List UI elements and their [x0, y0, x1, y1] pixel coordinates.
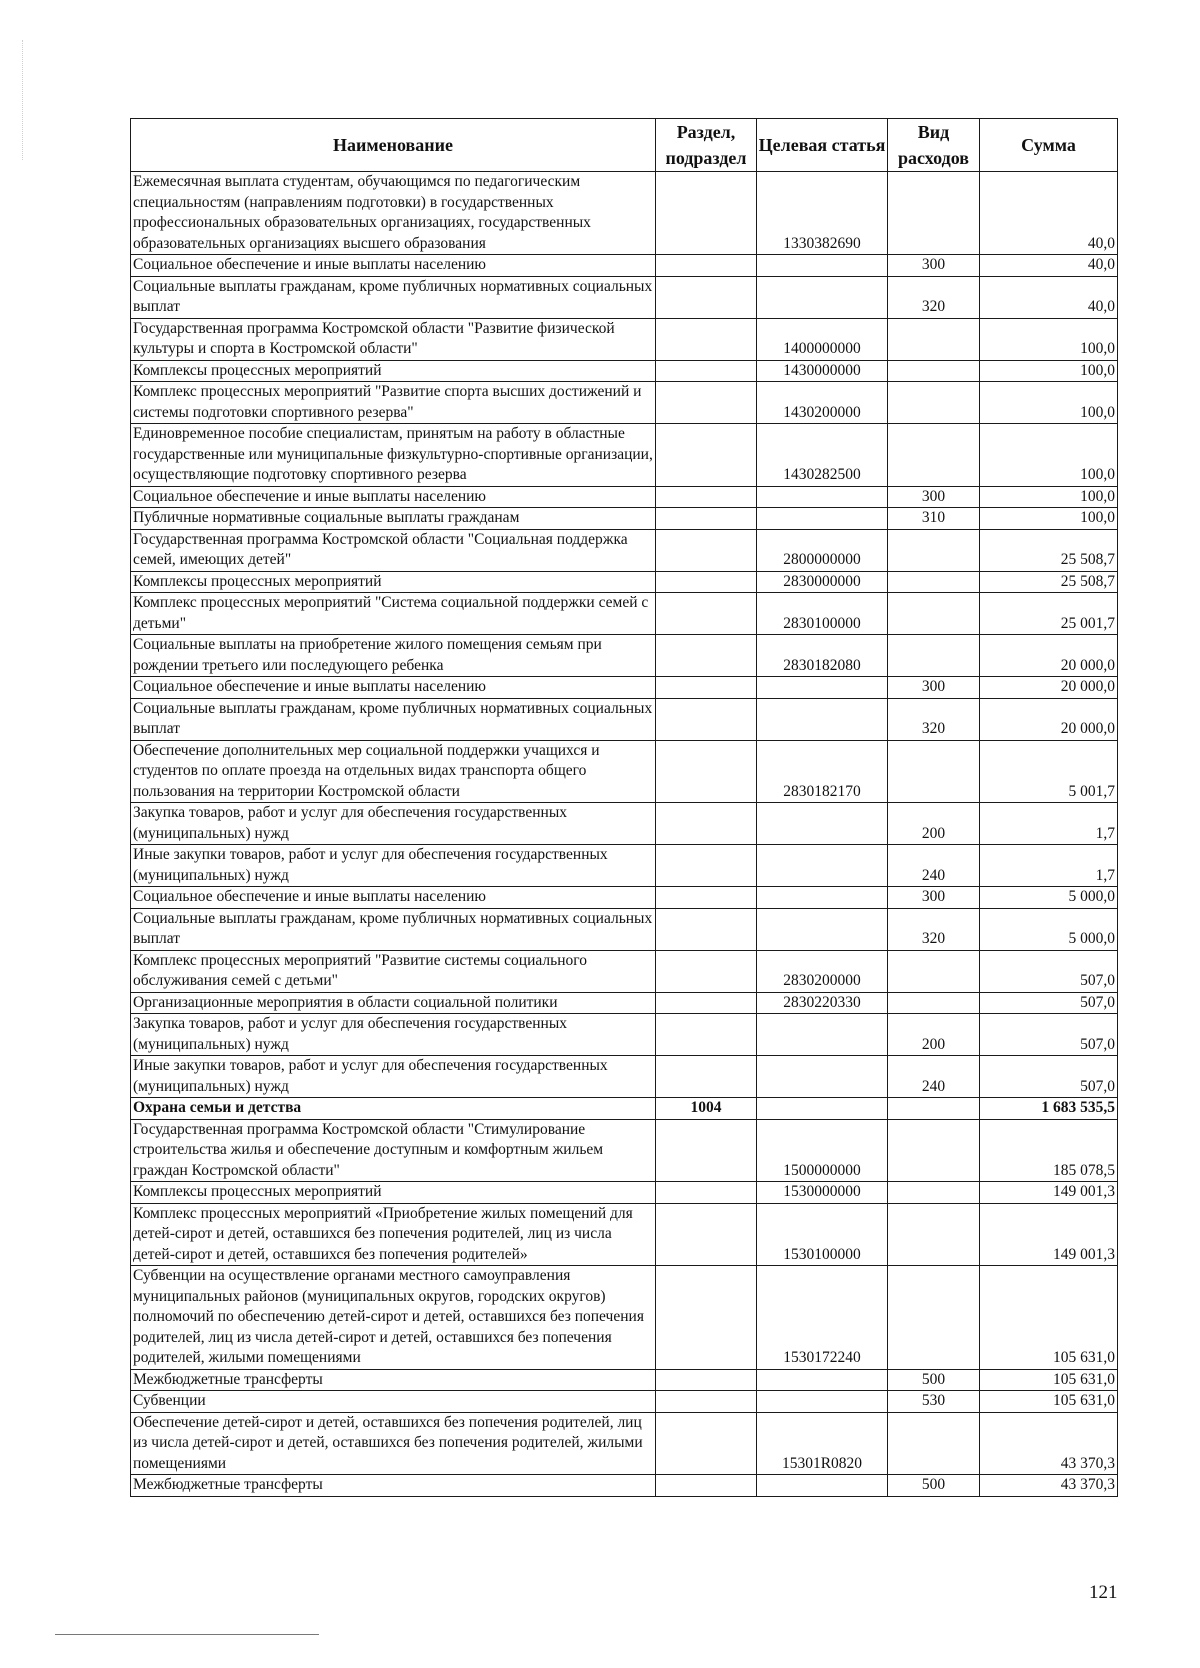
row-target-code: 2800000000	[757, 529, 888, 571]
row-expense-kind: 240	[888, 1056, 980, 1098]
row-name: Комплексы процессных мероприятий	[131, 360, 656, 382]
table-row	[131, 677, 1118, 699]
table-row	[131, 740, 1118, 803]
row-name: Субвенции на осуществление органами местного самоуправления муниципальных районов (муниципальных округов, городских округов) полномочий по обеспечению детей-сирот и детей, оставшихся без попечения родителей, лиц из числа детей-сирот и детей, оставшихся без попечения родителей, жилыми помещениями	[131, 1266, 656, 1370]
row-expense-kind	[888, 571, 980, 593]
row-target-code	[757, 276, 888, 318]
row-name: Социальные выплаты гражданам, кроме публичных нормативных социальных выплат	[131, 908, 656, 950]
row-section	[656, 1391, 757, 1413]
row-name: Комплекс процессных мероприятий «Приобретение жилых помещений для детей-сирот и детей, оставшихся без попечения родителей, лиц из числа детей-сирот и детей, оставшихся без попечения родителей»	[131, 1203, 656, 1266]
page-number: 121	[1089, 1582, 1118, 1603]
row-name: Социальное обеспечение и иные выплаты населению	[131, 887, 656, 909]
row-section	[656, 1182, 757, 1204]
row-section	[656, 529, 757, 571]
row-sum: 100,0	[980, 508, 1118, 530]
row-section: 1004	[656, 1098, 757, 1120]
table-row	[131, 1203, 1118, 1266]
row-target-code	[757, 1391, 888, 1413]
table-row	[131, 950, 1118, 992]
row-expense-kind: 530	[888, 1391, 980, 1413]
row-sum: 185 078,5	[980, 1119, 1118, 1182]
row-name: Обеспечение дополнительных мер социальной поддержки учащихся и студентов по оплате проезда на отдельных видах транспорта общего пользования на территории Костромской области	[131, 740, 656, 803]
row-section	[656, 1412, 757, 1475]
row-expense-kind	[888, 593, 980, 635]
row-sum: 507,0	[980, 1056, 1118, 1098]
row-sum: 20 000,0	[980, 698, 1118, 740]
row-section	[656, 255, 757, 277]
row-target-code: 1430200000	[757, 382, 888, 424]
table-row	[131, 1098, 1118, 1120]
row-name: Комплекс процессных мероприятий "Система социальной поддержки семей с детьми"	[131, 593, 656, 635]
row-target-code	[757, 1014, 888, 1056]
row-sum: 149 001,3	[980, 1203, 1118, 1266]
row-sum: 100,0	[980, 424, 1118, 487]
row-section	[656, 908, 757, 950]
row-name: Организационные мероприятия в области социальной политики	[131, 992, 656, 1014]
row-sum: 5 000,0	[980, 908, 1118, 950]
row-name: Иные закупки товаров, работ и услуг для обеспечения государственных (муниципальных) нужд	[131, 845, 656, 887]
row-expense-kind	[888, 950, 980, 992]
row-target-code: 1530100000	[757, 1203, 888, 1266]
row-name: Комплекс процессных мероприятий "Развитие спорта высших достижений и системы подготовки спортивного резерва"	[131, 382, 656, 424]
table-row	[131, 318, 1118, 360]
row-target-code: 2830000000	[757, 571, 888, 593]
table-row	[131, 845, 1118, 887]
row-expense-kind: 300	[888, 255, 980, 277]
row-target-code: 2830182170	[757, 740, 888, 803]
row-expense-kind: 320	[888, 276, 980, 318]
table-row	[131, 1266, 1118, 1370]
header-name: Наименование	[131, 119, 656, 172]
table-row	[131, 635, 1118, 677]
bottom-divider	[55, 1634, 319, 1635]
row-sum: 25 508,7	[980, 529, 1118, 571]
row-sum: 40,0	[980, 172, 1118, 255]
row-target-code: 1500000000	[757, 1119, 888, 1182]
row-target-code: 1330382690	[757, 172, 888, 255]
row-name: Межбюджетные трансферты	[131, 1369, 656, 1391]
row-section	[656, 803, 757, 845]
table-row	[131, 887, 1118, 909]
row-sum: 40,0	[980, 276, 1118, 318]
header-row	[131, 119, 1118, 172]
row-target-code	[757, 1475, 888, 1497]
row-section	[656, 698, 757, 740]
row-section	[656, 593, 757, 635]
row-section	[656, 1369, 757, 1391]
table-row	[131, 255, 1118, 277]
table-row	[131, 1391, 1118, 1413]
table-row	[131, 1475, 1118, 1497]
row-target-code: 15301R0820	[757, 1412, 888, 1475]
row-name: Социальное обеспечение и иные выплаты населению	[131, 486, 656, 508]
row-sum: 25 001,7	[980, 593, 1118, 635]
row-expense-kind: 500	[888, 1475, 980, 1497]
table-row	[131, 1412, 1118, 1475]
row-section	[656, 1014, 757, 1056]
row-sum: 105 631,0	[980, 1391, 1118, 1413]
row-section	[656, 382, 757, 424]
table-row	[131, 424, 1118, 487]
table-row	[131, 698, 1118, 740]
row-target-code: 2830100000	[757, 593, 888, 635]
row-name: Закупка товаров, работ и услуг для обеспечения государственных (муниципальных) нужд	[131, 1014, 656, 1056]
row-target-code: 1400000000	[757, 318, 888, 360]
header-sum: Сумма	[980, 119, 1118, 172]
row-name: Комплекс процессных мероприятий "Развитие системы социального обслуживания семей с детьми"	[131, 950, 656, 992]
row-target-code: 1430282500	[757, 424, 888, 487]
row-section	[656, 740, 757, 803]
header-target: Целевая статья	[757, 119, 888, 172]
table-row	[131, 908, 1118, 950]
row-section	[656, 677, 757, 699]
row-sum: 20 000,0	[980, 635, 1118, 677]
table-row	[131, 172, 1118, 255]
row-section	[656, 360, 757, 382]
table-row	[131, 1014, 1118, 1056]
row-target-code	[757, 255, 888, 277]
row-expense-kind	[888, 424, 980, 487]
row-name: Государственная программа Костромской области "Стимулирование строительства жилья и обеспечение доступным и комфортным жильем граждан Костромской области"	[131, 1119, 656, 1182]
row-name: Социальное обеспечение и иные выплаты населению	[131, 677, 656, 699]
row-section	[656, 887, 757, 909]
row-name: Комплексы процессных мероприятий	[131, 571, 656, 593]
row-expense-kind: 300	[888, 887, 980, 909]
row-name: Публичные нормативные социальные выплаты гражданам	[131, 508, 656, 530]
scan-artifact	[22, 40, 23, 160]
table-row	[131, 276, 1118, 318]
row-expense-kind: 240	[888, 845, 980, 887]
row-sum: 43 370,3	[980, 1475, 1118, 1497]
row-section	[656, 486, 757, 508]
row-section	[656, 950, 757, 992]
row-target-code	[757, 698, 888, 740]
row-target-code	[757, 803, 888, 845]
row-sum: 105 631,0	[980, 1369, 1118, 1391]
row-name: Социальное обеспечение и иные выплаты населению	[131, 255, 656, 277]
row-section	[656, 1266, 757, 1370]
table-row	[131, 360, 1118, 382]
row-name: Государственная программа Костромской области "Развитие физической культуры и спорта в Костромской области"	[131, 318, 656, 360]
table-row	[131, 508, 1118, 530]
row-target-code	[757, 845, 888, 887]
row-expense-kind: 500	[888, 1369, 980, 1391]
row-name: Социальные выплаты гражданам, кроме публичных нормативных социальных выплат	[131, 698, 656, 740]
row-name: Единовременное пособие специалистам, принятым на работу в областные государственные или муниципальные физкультурно-спортивные организации, осуществляющие подготовку спортивного резерва	[131, 424, 656, 487]
table-row	[131, 571, 1118, 593]
row-section	[656, 1475, 757, 1497]
row-expense-kind: 200	[888, 803, 980, 845]
row-expense-kind	[888, 529, 980, 571]
row-sum: 25 508,7	[980, 571, 1118, 593]
row-expense-kind	[888, 1182, 980, 1204]
table-row	[131, 992, 1118, 1014]
row-target-code	[757, 677, 888, 699]
row-section	[656, 276, 757, 318]
row-name: Иные закупки товаров, работ и услуг для обеспечения государственных (муниципальных) нужд	[131, 1056, 656, 1098]
row-expense-kind: 310	[888, 508, 980, 530]
row-section	[656, 318, 757, 360]
row-name: Межбюджетные трансферты	[131, 1475, 656, 1497]
row-target-code	[757, 1098, 888, 1120]
row-target-code	[757, 908, 888, 950]
row-name: Охрана семьи и детства	[131, 1098, 656, 1120]
row-sum: 5 000,0	[980, 887, 1118, 909]
table-row	[131, 529, 1118, 571]
row-sum: 100,0	[980, 486, 1118, 508]
row-sum: 100,0	[980, 382, 1118, 424]
row-sum: 1,7	[980, 845, 1118, 887]
table-row	[131, 803, 1118, 845]
row-expense-kind	[888, 1412, 980, 1475]
row-target-code	[757, 1056, 888, 1098]
row-expense-kind	[888, 1119, 980, 1182]
row-section	[656, 992, 757, 1014]
row-expense-kind: 320	[888, 908, 980, 950]
row-target-code: 1430000000	[757, 360, 888, 382]
row-section	[656, 845, 757, 887]
table-row	[131, 1119, 1118, 1182]
row-sum: 100,0	[980, 318, 1118, 360]
table-row	[131, 1056, 1118, 1098]
row-expense-kind	[888, 1098, 980, 1120]
row-expense-kind	[888, 1203, 980, 1266]
row-name: Социальные выплаты гражданам, кроме публичных нормативных социальных выплат	[131, 276, 656, 318]
table-row	[131, 486, 1118, 508]
row-name: Комплексы процессных мероприятий	[131, 1182, 656, 1204]
row-sum: 40,0	[980, 255, 1118, 277]
row-target-code: 2830220330	[757, 992, 888, 1014]
row-expense-kind: 200	[888, 1014, 980, 1056]
row-expense-kind: 320	[888, 698, 980, 740]
budget-table	[130, 118, 1118, 1497]
row-section	[656, 635, 757, 677]
row-section	[656, 1119, 757, 1182]
table-row	[131, 593, 1118, 635]
row-expense-kind	[888, 360, 980, 382]
row-target-code	[757, 486, 888, 508]
row-section	[656, 1203, 757, 1266]
row-sum: 507,0	[980, 950, 1118, 992]
row-expense-kind: 300	[888, 677, 980, 699]
header-kind: Вид расходов	[888, 119, 980, 172]
row-expense-kind	[888, 382, 980, 424]
row-name: Закупка товаров, работ и услуг для обеспечения государственных (муниципальных) нужд	[131, 803, 656, 845]
row-target-code	[757, 508, 888, 530]
table-body	[131, 172, 1118, 1497]
row-section	[656, 1056, 757, 1098]
row-sum: 20 000,0	[980, 677, 1118, 699]
table-row	[131, 382, 1118, 424]
row-sum: 5 001,7	[980, 740, 1118, 803]
row-sum: 100,0	[980, 360, 1118, 382]
row-sum: 507,0	[980, 992, 1118, 1014]
row-section	[656, 571, 757, 593]
row-target-code: 1530172240	[757, 1266, 888, 1370]
row-sum: 149 001,3	[980, 1182, 1118, 1204]
row-expense-kind	[888, 992, 980, 1014]
row-expense-kind	[888, 740, 980, 803]
row-expense-kind	[888, 172, 980, 255]
row-sum: 43 370,3	[980, 1412, 1118, 1475]
row-target-code: 2830200000	[757, 950, 888, 992]
row-sum: 1,7	[980, 803, 1118, 845]
row-name: Субвенции	[131, 1391, 656, 1413]
header-section: Раздел, подраздел	[656, 119, 757, 172]
row-section	[656, 508, 757, 530]
row-expense-kind	[888, 635, 980, 677]
table-row	[131, 1369, 1118, 1391]
row-expense-kind: 300	[888, 486, 980, 508]
row-name: Государственная программа Костромской области "Социальная поддержка семей, имеющих детей"	[131, 529, 656, 571]
row-expense-kind	[888, 318, 980, 360]
row-name: Обеспечение детей-сирот и детей, оставшихся без попечения родителей, лиц из числа детей-сирот и детей, оставшихся без попечения родителей, жилыми помещениями	[131, 1412, 656, 1475]
row-name: Социальные выплаты на приобретение жилого помещения семьям при рождении третьего или последующего ребенка	[131, 635, 656, 677]
table-header	[131, 119, 1118, 172]
row-sum: 105 631,0	[980, 1266, 1118, 1370]
row-section	[656, 172, 757, 255]
row-sum: 507,0	[980, 1014, 1118, 1056]
row-target-code: 1530000000	[757, 1182, 888, 1204]
row-target-code	[757, 887, 888, 909]
row-target-code: 2830182080	[757, 635, 888, 677]
row-name: Ежемесячная выплата студентам, обучающимся по педагогическим специальностям (направлениям подготовки) в государственных профессиональных образовательных организациях, государственных образовательных организациях высшего образования	[131, 172, 656, 255]
row-expense-kind	[888, 1266, 980, 1370]
row-sum: 1 683 535,5	[980, 1098, 1118, 1120]
row-target-code	[757, 1369, 888, 1391]
table-row	[131, 1182, 1118, 1204]
row-section	[656, 424, 757, 487]
